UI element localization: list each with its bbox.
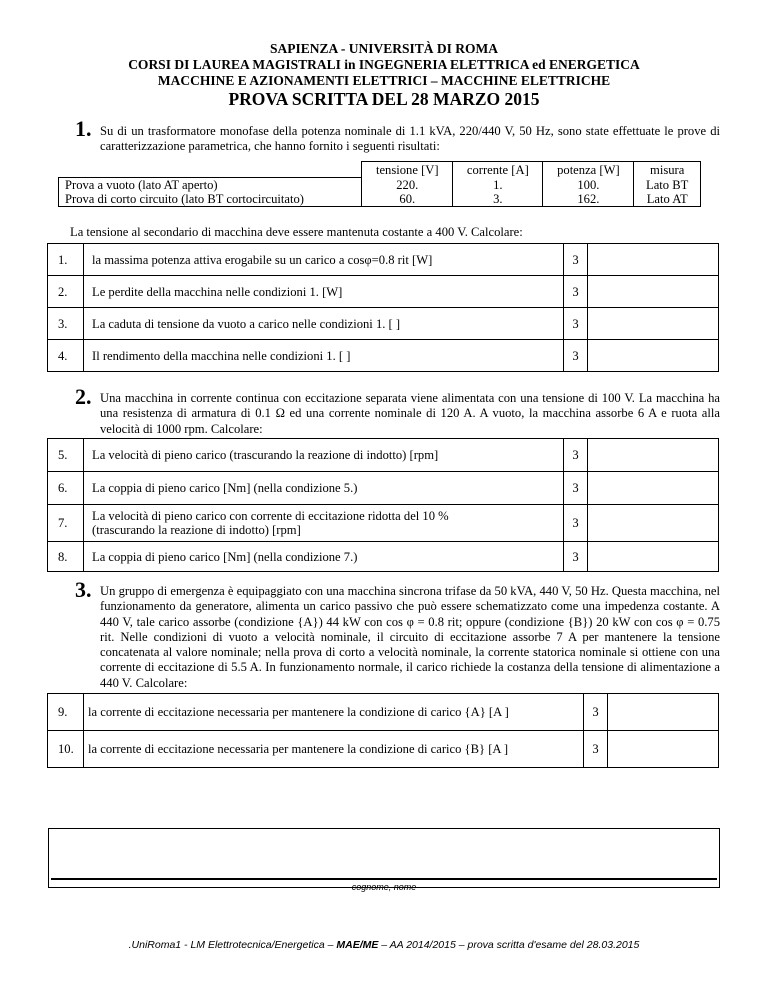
cell-potenza: 100. [543,178,634,193]
question-number: 1. [48,244,84,276]
problem-2-number: 2. [75,384,92,409]
cell-tensione: 60. [362,192,453,207]
header-misura: misura [634,162,701,178]
header-subject: MACCHINE E AZIONAMENTI ELETTRICI – MACCHINE ELETTRICHE [157,73,611,88]
questions-table-3 [47,693,719,768]
answer-cell[interactable] [588,439,719,472]
question-text: La caduta di tensione da vuoto a carico nelle condizioni 1. [ ] [84,308,564,340]
header-tensione: tensione [V] [362,162,453,178]
question-points: 3 [564,505,588,542]
question-row [48,731,719,768]
question-points: 3 [584,694,608,731]
table-row [59,178,701,193]
cell-misura: Lato AT [634,192,701,207]
header-course: CORSI DI LAUREA MAGISTRALI in INGEGNERIA ELETTRICA ed ENERGETICA [128,57,640,72]
answer-cell[interactable] [588,472,719,505]
question-text: Le perdite della macchina nelle condizioni 1. [W] [84,276,564,308]
answer-cell[interactable] [608,731,719,768]
answer-cell[interactable] [588,308,719,340]
footer-prefix: .UniRoma1 - LM Elettrotecnica/Energetica – [128,939,337,951]
header-potenza: potenza [W] [543,162,634,178]
answer-cell[interactable] [588,340,719,372]
question-row [48,308,719,340]
question-row [48,694,719,731]
header-university: SAPIENZA - UNIVERSITÀ DI ROMA [269,41,499,56]
question-row [48,439,719,472]
question-text-line2: (trascurando la reazione di indotto) [rpm] [92,523,301,537]
questions-table-1 [47,243,719,372]
cell-corrente: 3. [453,192,543,207]
answer-cell[interactable] [588,276,719,308]
answer-cell[interactable] [588,542,719,572]
question-number: 10. [48,731,84,768]
question-text: La velocità di pieno carico (trascurando la reazione di indotto) [rpm] [84,439,564,472]
table-corner [59,162,362,178]
question-row [48,276,719,308]
problem-3-intro: Un gruppo di emergenza è equipaggiato con una macchina sincrona trifase da 50 kVA, 440 V, 50 Hz. Questa macchina, nel funzionamento da generatore, alimenta un carico passivo che può essere schematizzato come una impedenza costante. A 440 V, tale carico assorbe (condizione {A}) 44 kW con cos φ = 0.8 rit; oppure (condizione {B}) 20 kW con cos φ = 0.75 rit. Nelle condizioni di vuoto a velocità nominale, il circuito di eccitazione assorbe 7 A per mantenere la tensione concatenata al valore nominale; nella prova di corto a velocità nominale, la corrente statorica nominale si ottiene con una corrente di eccitazione di 5.5 A. In funzionamento normale, il carico richiede la costanza della tensione di alimentazione a 440 V. Calcolare: [100,584,720,690]
question-points: 3 [564,276,588,308]
question-text: la massima potenza attiva erogabile su un carico a cosφ=0.8 rit [W] [84,244,564,276]
question-points: 3 [564,244,588,276]
row-label: Prova a vuoto (lato AT aperto) [59,178,362,193]
problem-1-number: 1. [75,116,92,141]
problem-2-intro: Una macchina in corrente continua con eccitazione separata viene alimentata con una tensione di 100 V. La macchina ha una resistenza di armatura di 0.1 Ω ed una corrente nominale di 120 A. A vuoto, la macchina assorbe 6 A e ruota alla velocità di 1000 rpm. Calcolare: [100,391,720,436]
question-text: la corrente di eccitazione necessaria per mantenere la condizione di carico {A} [A ] [84,694,584,731]
question-text: La coppia di pieno carico [Nm] (nella condizione 5.) [84,472,564,505]
question-row [48,340,719,372]
question-number: 2. [48,276,84,308]
question-text: la corrente di eccitazione necessaria per mantenere la condizione di carico {B} [A ] [84,731,584,768]
page-title: PROVA SCRITTA DEL 28 MARZO 2015 [228,89,540,109]
footer-suffix: – AA 2014/2015 – prova scritta d'esame del 28.03.2015 [378,939,640,951]
answer-cell[interactable] [588,505,719,542]
question-points: 3 [564,472,588,505]
question-points: 3 [564,542,588,572]
answer-cell[interactable] [608,694,719,731]
question-number: 3. [48,308,84,340]
question-number: 8. [48,542,84,572]
question-points: 3 [564,439,588,472]
cell-tensione: 220. [362,178,453,193]
name-line [51,878,717,880]
problem-3-number: 3. [75,577,92,602]
question-row [48,472,719,505]
question-points: 3 [564,340,588,372]
question-points: 3 [564,308,588,340]
test-results-table [58,161,701,207]
question-row [48,505,719,542]
question-text: Il rendimento della macchina nelle condizioni 1. [ ] [84,340,564,372]
question-row [48,244,719,276]
cell-potenza: 162. [543,192,634,207]
footer-course-code: MAE/ME [336,939,379,951]
footer [0,939,768,951]
table-row [59,192,701,207]
header-corrente: corrente [A] [453,162,543,178]
question-text [84,505,564,542]
question-text: La coppia di pieno carico [Nm] (nella condizione 7.) [84,542,564,572]
question-row [48,542,719,572]
cell-corrente: 1. [453,178,543,193]
question-number: 4. [48,340,84,372]
problem-1-statement: La tensione al secondario di macchina deve essere mantenuta costante a 400 V. Calcolare: [70,225,523,239]
row-label: Prova di corto circuito (lato BT cortocircuitato) [59,192,362,207]
question-text-line1: La velocità di pieno carico con corrente di eccitazione ridotta del 10 % [92,509,449,523]
question-number: 7. [48,505,84,542]
answer-cell[interactable] [588,244,719,276]
cell-misura: Lato BT [634,178,701,193]
question-points: 3 [584,731,608,768]
questions-table-2 [47,438,719,572]
name-label: cognome, nome [351,882,417,892]
question-number: 6. [48,472,84,505]
problem-1-intro: Su di un trasformatore monofase della potenza nominale di 1.1 kVA, 220/440 V, 50 Hz, sono state effettuate le prove di caratterizzazione parametrica, che hanno fornito i seguenti risultati: [100,124,720,154]
question-number: 5. [48,439,84,472]
question-number: 9. [48,694,84,731]
